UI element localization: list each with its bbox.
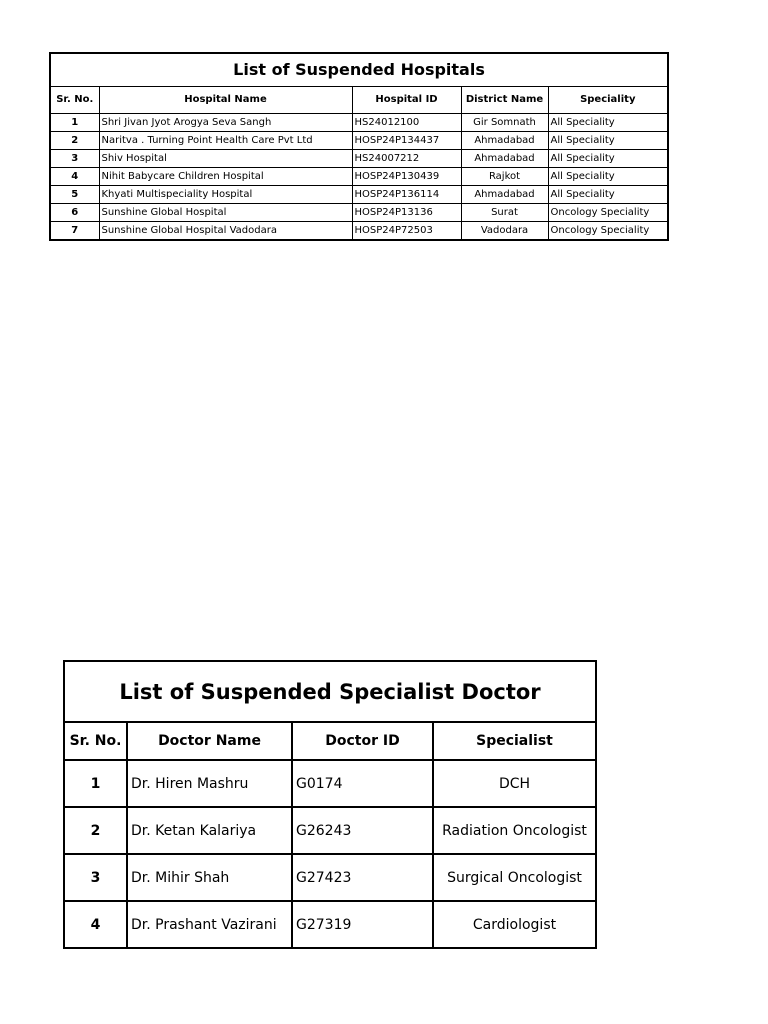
speciality-cell: Oncology Speciality	[548, 204, 668, 222]
hospital-id-cell: HS24012100	[352, 114, 461, 132]
doctors-table-title: List of Suspended Specialist Doctor	[64, 661, 596, 722]
hospital-name-cell: Shri Jivan Jyot Arogya Seva Sangh	[99, 114, 352, 132]
hospital-id-cell: HOSP24P130439	[352, 168, 461, 186]
sr-no-cell: 7	[50, 222, 99, 241]
specialist-cell: DCH	[433, 760, 596, 807]
speciality-cell: All Speciality	[548, 150, 668, 168]
hospital-id-cell: HS24007212	[352, 150, 461, 168]
doctors-header-row	[64, 722, 596, 760]
header-hospital-id: Hospital ID	[352, 87, 461, 114]
district-cell: Rajkot	[461, 168, 548, 186]
header-hospital-name: Hospital Name	[99, 87, 352, 114]
suspended-doctors-table	[63, 660, 597, 949]
doctor-id-cell: G27423	[292, 854, 433, 901]
hospital-name-cell: Shiv Hospital	[99, 150, 352, 168]
header-doctor-name: Doctor Name	[127, 722, 292, 760]
doctor-name-cell: Dr. Prashant Vazirani	[127, 901, 292, 948]
table-row	[64, 901, 596, 948]
table-row	[50, 222, 668, 241]
sr-no-cell: 1	[50, 114, 99, 132]
sr-no-cell: 4	[64, 901, 127, 948]
district-cell: Gir Somnath	[461, 114, 548, 132]
header-sr-no: Sr. No.	[50, 87, 99, 114]
speciality-cell: All Speciality	[548, 132, 668, 150]
district-cell: Surat	[461, 204, 548, 222]
doctor-name-cell: Dr. Ketan Kalariya	[127, 807, 292, 854]
table-row	[50, 150, 668, 168]
sr-no-cell: 2	[50, 132, 99, 150]
hospital-id-cell: HOSP24P136114	[352, 186, 461, 204]
table-row	[50, 204, 668, 222]
hospital-name-cell: Khyati Multispeciality Hospital	[99, 186, 352, 204]
table-row	[50, 132, 668, 150]
district-cell: Ahmadabad	[461, 186, 548, 204]
speciality-cell: All Speciality	[548, 114, 668, 132]
header-speciality: Speciality	[548, 87, 668, 114]
speciality-cell: All Speciality	[548, 186, 668, 204]
hospital-name-cell: Sunshine Global Hospital	[99, 204, 352, 222]
sr-no-cell: 1	[64, 760, 127, 807]
header-sr-no: Sr. No.	[64, 722, 127, 760]
sr-no-cell: 6	[50, 204, 99, 222]
table-row	[64, 807, 596, 854]
hospital-name-cell: Sunshine Global Hospital Vadodara	[99, 222, 352, 241]
table-row	[50, 186, 668, 204]
doctor-id-cell: G26243	[292, 807, 433, 854]
table-row	[64, 854, 596, 901]
specialist-cell: Surgical Oncologist	[433, 854, 596, 901]
district-cell: Ahmadabad	[461, 150, 548, 168]
hospital-id-cell: HOSP24P134437	[352, 132, 461, 150]
table-row	[50, 114, 668, 132]
specialist-cell: Radiation Oncologist	[433, 807, 596, 854]
hospital-name-cell: Naritva . Turning Point Health Care Pvt Ltd	[99, 132, 352, 150]
table-row	[64, 760, 596, 807]
doctor-name-cell: Dr. Mihir Shah	[127, 854, 292, 901]
sr-no-cell: 5	[50, 186, 99, 204]
suspended-hospitals-table	[49, 52, 669, 241]
doctor-name-cell: Dr. Hiren Mashru	[127, 760, 292, 807]
hospitals-table-title: List of Suspended Hospitals	[50, 53, 668, 87]
sr-no-cell: 2	[64, 807, 127, 854]
sr-no-cell: 3	[50, 150, 99, 168]
header-doctor-id: Doctor ID	[292, 722, 433, 760]
specialist-cell: Cardiologist	[433, 901, 596, 948]
hospitals-header-row	[50, 87, 668, 114]
hospital-id-cell: HOSP24P13136	[352, 204, 461, 222]
hospital-id-cell: HOSP24P72503	[352, 222, 461, 241]
speciality-cell: Oncology Speciality	[548, 222, 668, 241]
hospital-name-cell: Nihit Babycare Children Hospital	[99, 168, 352, 186]
doctor-id-cell: G27319	[292, 901, 433, 948]
doctor-id-cell: G0174	[292, 760, 433, 807]
district-cell: Vadodara	[461, 222, 548, 241]
district-cell: Ahmadabad	[461, 132, 548, 150]
sr-no-cell: 4	[50, 168, 99, 186]
sr-no-cell: 3	[64, 854, 127, 901]
speciality-cell: All Speciality	[548, 168, 668, 186]
header-district-name: District Name	[461, 87, 548, 114]
header-specialist: Specialist	[433, 722, 596, 760]
table-row	[50, 168, 668, 186]
